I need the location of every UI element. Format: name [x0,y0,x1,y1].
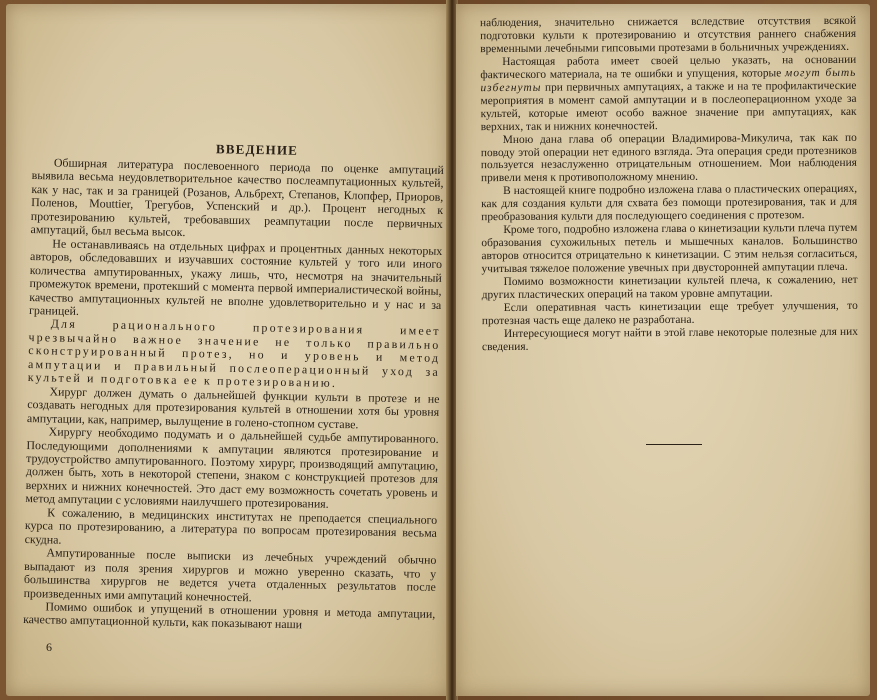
paragraph: Хирург должен думать о дальнейшей функции культи в протезе и не создавать негодных для протезирования культей в отношении хотя бы уровня ампутации, как, например, вылущение в голено-стопном суставе. [26,384,440,431]
paragraph [480,54,856,134]
paragraph: Если оперативная часть кинетизации еще требует улучшения, то протезная часть еще далеко не разработана. [481,299,858,328]
paragraph: Обширная литература послевоенного периода по оценке ампутаций выявила весьма неудовлетворительное качество послеампутационных культей, как у нас, так и за границей (Розанов, Альбрехт, Степанов, Клопфер, Приоров, Поленов, Mouttier, Трегубов, Успенский и др.). Процент негодных к протезированию культей, требовавших реампутации после первичных ампутаций, был весьма высок. [30,155,444,240]
paragraph: Мною дана глава об операции Владимирова-Микулича, так как по поводу этой операции нет единого взгляда. Эта операция среди протезников пользуется незаслуженно отрицательным отношением. Мои наблюдения привели меня к противоположному мнению. [480,131,857,185]
paragraph: Интересующиеся могут найти в этой главе некоторые полезные для них сведения. [481,325,858,353]
paragraph: К сожалению, в медицинских институтах не преподается специального курса по протезированию, а литература по вопросам протезирования весьма скудна. [24,505,438,547]
paragraph: Ампутированные после выписки из лечебных учреждений обычно выпадают из поля зрения хирургов и можно уверенно сказать, что у большинства хирургов не ведется учета отдаленных результатов после произведенных ими ампутаций конечностей. [23,545,437,604]
paragraph: В настоящей книге подробно изложена глава о пластических операциях, как для создания культи для схвата без помощи протезирования, так и для преобразования культи для последующего соединения с протезом. [481,183,858,224]
text-fragment: при первичных ампутациях, а также и на те профилактические мероприятия в момент самой ампутации и в послеоперационном уходе за культей, которые имеют особо важное значение при ампутациях, как верхних, так и нижних конечностей. [480,79,857,133]
continued-paragraph: наблюдения, значительно снижается вследствие отсутствия всякой подготовки культи к протезированию и отсутствия раннего снабжения временными лечебными гипсовыми протезами в больничных учреждениях. [480,14,857,56]
paragraph: Помимо ошибок и упущений в отношении уровня и метода ампутации, качество ампутационной культи, как показывают наши [23,599,436,632]
right-page [456,4,870,696]
spaced-paragraph [28,317,441,392]
page-heading: ВВЕДЕНИЕ [215,141,299,158]
emphasized-text: могут быть избегнуты [480,66,857,94]
section-divider [646,444,702,445]
right-page-body [480,15,858,354]
page-number: 6 [46,640,52,654]
paragraph: Хирургу необходимо подумать и о дальнейшей судьбе ампутированного. Последующими дополнениями к ампутации являются протезирование и трудоустройство ампутированного. Поэтому хирург, производящий ампутацию, должен быть, хоть в некоторой степени, знаком с конструкцией протезов для верхних и нижних конечностей. Это даст ему возможность сочетать уровень и метод ампутации с условиями наилучшего протезирования. [25,424,439,512]
text-fragment: Настоящая работа имеет своей целью указать, на основании фактического материала, на те ошибки и упущения, которые [480,53,857,81]
left-page [6,4,448,696]
spaced-text: Для рационального протезирования имеет чрезвычайно важное значение не только правильно сконструированный протез, но и уровень и метод ампутации и правильный послеоперационный уход за культей и подготовка ее к протезированию. [27,316,441,391]
paragraph: Помимо возможности кинетизации культей плеча, к сожалению, нет других пластических операций на таком уровне ампутации. [481,273,858,302]
left-page-body [23,156,444,635]
paragraph: Не останавливаясь на отдельных цифрах и процентных данных некоторых авторов, обследовавших и изучавших состояние культей у того или иного количества ампутированных, укажу лишь, что, несмотря на значительный промежуток времени, протекший с момента первой империалистической войны, качество ампутационных культей не вполне удовлетворительно и у нас и за границей. [28,236,443,318]
paragraph: Кроме того, подробно изложена глава о кинетизации культи плеча путем образования сухожильных петель и мышечных каналов. Большинство авторов относится отрицательно к кинетизации. С этим нельзя согласиться, учитывая тяжелое положение увечных при двусторонней ампутации плеча. [481,222,858,276]
